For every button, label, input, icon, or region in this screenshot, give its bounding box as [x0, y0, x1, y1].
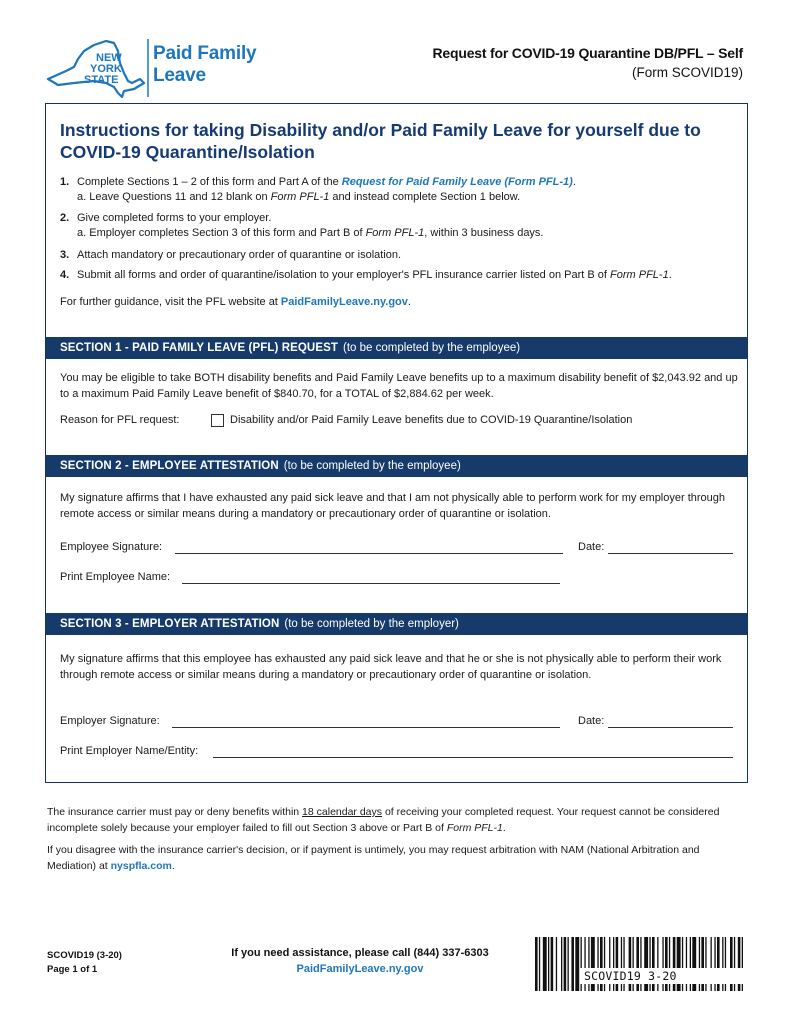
form-ref: Form PFL-1	[270, 191, 330, 203]
guidance-lead: For further guidance, visit the PFL website at	[60, 296, 281, 308]
deadline-days: 18 calendar days	[302, 806, 383, 818]
section-3-body: My signature affirms that this employee has exhausted any paid sick leave and that he or she is not physically able to perform their work through remote access or similar means during a mandatory or precautionary order of quarantine or isolation.	[60, 653, 722, 681]
item-number: 4.	[60, 269, 70, 281]
sub-text-end: and instead complete Section 1 below.	[329, 191, 521, 203]
section-1-body: You may be eligible to take BOTH disability benefits and Paid Family Leave benefits up to a maximum disability benefit of $2,043.92 and up to a maximum Paid Family Leave benefit of $840.70, for a TOTAL of $2,884.62 per week.	[60, 372, 738, 400]
employee-name-field[interactable]	[182, 583, 560, 584]
employee-name-label: Print Employee Name:	[60, 571, 171, 583]
employee-signature-label: Employee Signature:	[60, 541, 163, 553]
logo-title-line1: Paid Family	[153, 43, 257, 64]
employer-signature-label: Employer Signature:	[60, 715, 160, 727]
item-text: Attach mandatory or precautionary order of quarantine or isolation.	[77, 249, 402, 261]
section-2-header	[46, 455, 747, 477]
instruction-sub-item	[60, 190, 740, 205]
assistance-text: If you need assistance, please call (844) 337-6303	[231, 947, 489, 959]
barcode-bar	[571, 937, 574, 991]
barcode-bar	[561, 937, 562, 991]
employer-date-field[interactable]	[608, 727, 733, 728]
carrier-deadline-note	[47, 805, 747, 836]
barcode-label: SCOVID19 3-20	[580, 968, 746, 984]
section-2-title: SECTION 2 - EMPLOYEE ATTESTATION	[60, 460, 279, 472]
instruction-item-2	[60, 211, 740, 241]
note-text-end: .	[171, 859, 175, 872]
section-3-title: SECTION 3 - EMPLOYER ATTESTATION	[60, 618, 280, 630]
new-york-state-logo	[44, 37, 152, 99]
reason-option-label: Disability and/or Paid Family Leave benefits due to COVID-19 Quarantine/Isolation	[230, 414, 633, 426]
section-2-body: My signature affirms that I have exhausted any paid sick leave and that I am not physically able to perform work for my employer through remote access or similar means during a mandatory or precautionary order of quarantine or isolation.	[60, 492, 726, 520]
barcode-bar	[575, 937, 579, 991]
employer-name-label: Print Employer Name/Entity:	[60, 745, 199, 757]
barcode-bar	[539, 937, 540, 991]
item-text-end: .	[668, 269, 672, 281]
form-code: SCOVID19 (3-20)	[47, 950, 122, 961]
sub-text: a. Leave Questions 11 and 12 blank on	[77, 191, 271, 203]
note-text: If you disagree with the insurance carrier's decision, or if payment is untimely, you may request arbitration with NAM (National Arbitration and Mediation) at	[47, 844, 700, 872]
form-subtitle: (Form SCOVID19)	[631, 65, 743, 80]
item-number: 2.	[60, 212, 70, 224]
barcode-bar	[551, 937, 554, 991]
barcode-bar	[568, 937, 569, 991]
guidance-end: .	[407, 296, 411, 308]
reason-checkbox[interactable]	[211, 414, 224, 427]
barcode-bar	[543, 937, 547, 991]
barcode-bar	[535, 937, 538, 991]
arbitration-note	[47, 843, 747, 874]
section-2-note: (to be completed by the employee)	[283, 460, 461, 472]
instructions-heading: Instructions for taking Disability and/or Paid Family Leave for yourself due to COVID-19 Quarantine/Isolation	[60, 120, 701, 162]
instruction-item-4	[60, 268, 740, 283]
employee-date-field[interactable]	[608, 553, 733, 554]
item-number: 3.	[60, 249, 70, 261]
note-text-end: .	[502, 821, 506, 834]
item-number: 1.	[60, 176, 70, 188]
barcode-bar	[548, 937, 549, 991]
section-1-note: (to be completed by the employee)	[343, 342, 521, 354]
pfl-website-link[interactable]: PaidFamilyLeave.ny.gov	[280, 296, 408, 308]
note-text: The insurance carrier must pay or deny benefits within	[47, 806, 303, 818]
sub-text: a. Employer completes Section 3 of this form and Part B of	[77, 227, 366, 239]
reason-label: Reason for PFL request:	[60, 414, 180, 426]
note-text-cont: of receiving your completed request. Your request cannot be considered incomplete solely because your employer failed to fill out Section 3 above or Part B of	[47, 806, 720, 834]
item-text-end: .	[572, 176, 576, 188]
item-text: Complete Sections 1 – 2 of this form and Part A of the	[77, 176, 342, 188]
section-1-header	[46, 337, 747, 359]
barcode-bar	[564, 937, 567, 991]
form-ref: Form PFL-1	[446, 821, 503, 834]
nyspfla-link[interactable]: nyspfla.com	[110, 859, 172, 872]
sub-text-end: , within 3 business days.	[424, 227, 544, 239]
employer-name-field[interactable]	[213, 757, 733, 758]
logo-title-line2: Leave	[153, 65, 206, 86]
item-text: Give completed forms to your employer.	[77, 212, 272, 224]
logo-title	[153, 43, 256, 87]
instruction-sub-item	[60, 226, 740, 241]
logo-new: NEW	[96, 52, 122, 64]
section-3-header	[46, 613, 747, 635]
form-ref: Form PFL-1	[365, 227, 425, 239]
item-text: Submit all forms and order of quarantine/isolation to your employer's PFL insurance carrier listed on Part B of	[77, 269, 611, 281]
section-1-title: SECTION 1 - PAID FAMILY LEAVE (PFL) REQUEST	[60, 342, 338, 354]
instruction-item-3	[60, 248, 740, 263]
instruction-item-1	[60, 175, 740, 205]
employer-signature-field[interactable]	[172, 727, 560, 728]
logo-york: YORK	[90, 63, 122, 75]
form-title: Request for COVID-19 Quarantine DB/PFL – Self	[432, 45, 743, 61]
assistance-link[interactable]: PaidFamilyLeave.ny.gov	[296, 963, 424, 975]
logo-state: STATE	[84, 74, 119, 86]
pfl-1-form-link[interactable]: Request for Paid Family Leave (Form PFL-1)	[341, 176, 573, 188]
form-ref: Form PFL-1	[610, 269, 669, 281]
employee-date-label: Date:	[578, 541, 605, 553]
barcode-bar	[556, 937, 557, 991]
section-3-note: (to be completed by the employer)	[284, 618, 459, 630]
guidance-text	[60, 295, 740, 310]
employer-date-label: Date:	[578, 715, 605, 727]
employee-signature-field[interactable]	[175, 553, 563, 554]
page-number: Page 1 of 1	[47, 964, 98, 975]
